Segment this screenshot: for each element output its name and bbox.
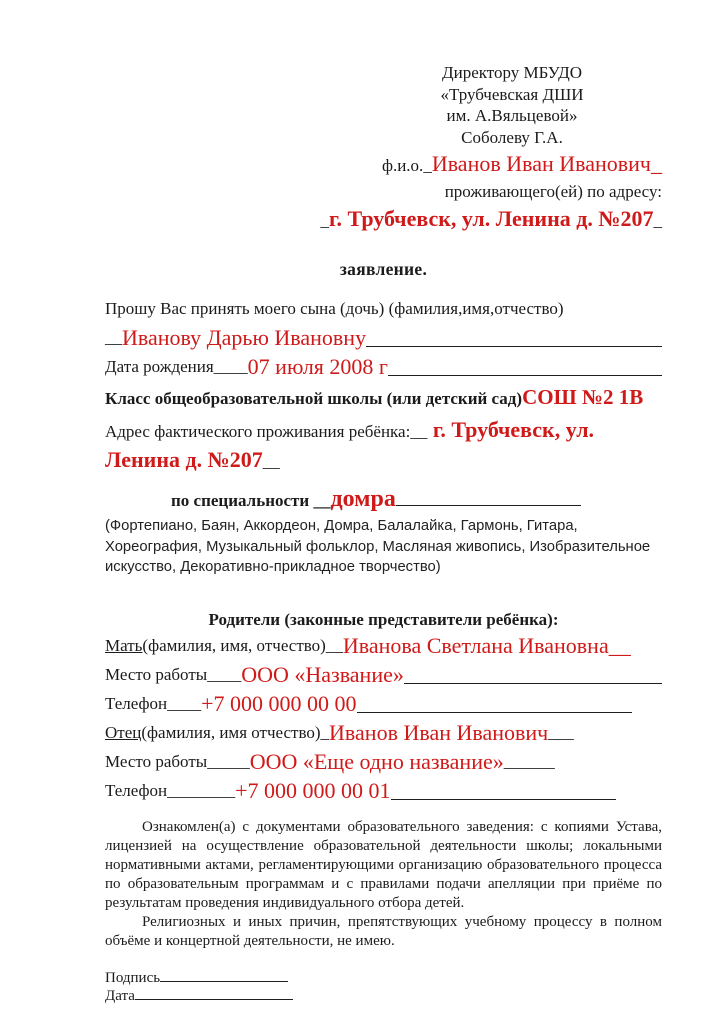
mother-name-field <box>105 633 662 659</box>
mother-phone-field <box>105 691 662 717</box>
father-phone-label: Телефон <box>105 780 168 800</box>
father-phone-blank-prefix: ________ <box>167 780 236 800</box>
school-class-field <box>105 383 662 413</box>
applicant-address-label: проживающего(ей) по адресу: <box>444 182 662 201</box>
mother-phone-rule <box>357 712 632 713</box>
applicant-address-value: г. Трубчевск, ул. Ленина д. №207 <box>329 206 654 231</box>
acknowledgement-paragraph <box>105 818 662 913</box>
father-workplace-value: ООО «Еще одно название» <box>249 748 504 774</box>
specialty-rule <box>396 501 581 506</box>
recipient-line: «Трубчевская ДШИ <box>440 84 584 104</box>
specialty-field <box>171 486 662 514</box>
mother-phone-blank-prefix: ____ <box>167 693 202 713</box>
residence-blank-prefix: __ <box>410 422 428 441</box>
recipient-block <box>362 62 662 148</box>
mother-sublabel: (фамилия, имя, отчество) <box>142 635 326 655</box>
mother-phone-label: Телефон <box>105 693 168 713</box>
fio-label: ф.и.о. <box>381 156 424 175</box>
request-intro: Прошу Вас принять моего сына (дочь) (фамилия,имя,отчество) <box>105 299 564 318</box>
mother-workplace-field <box>105 662 662 688</box>
father-blank-prefix: _ <box>320 722 330 742</box>
signature-block <box>105 969 662 1005</box>
child-name-rule <box>366 346 662 347</box>
address-blank-prefix: _ <box>320 211 329 230</box>
signature-rule <box>160 970 288 982</box>
mother-workplace-rule <box>404 683 662 684</box>
acknowledgement-text: Ознакомлен(а) с документами образовательного заведения: с копиями Устава, лицензией на осуществление образовательной деятельности школы; локальными нормативными актами, регламентирующими организацию образовательного процесса по образовательным программам и с правилами подачи апелляции при приёме по результатам проведения индивидуального отбора детей. <box>105 818 662 911</box>
recipient-line: Соболеву Г.А. <box>461 127 563 147</box>
recipient-line: им. А.Вяльцевой» <box>446 106 578 125</box>
applicant-name-field <box>105 151 662 179</box>
mother-phone-value: +7 000 000 00 00 <box>201 690 357 716</box>
date-rule <box>135 988 293 1000</box>
father-workplace-label: Место работы <box>105 751 208 771</box>
residence-field <box>105 416 662 476</box>
mother-label: Мать <box>105 635 143 655</box>
birth-date-blank-prefix: ____ <box>213 357 248 376</box>
father-name-field <box>105 720 662 746</box>
father-workplace-blank-prefix: _____ <box>207 751 250 771</box>
school-class-label: Класс общеобразовательной школы (или детский сад) <box>105 389 523 408</box>
date-label: Дата <box>105 987 135 1004</box>
birth-date-label: Дата рождения <box>105 357 214 376</box>
address-blank-suffix: _ <box>653 211 662 230</box>
father-label: Отец <box>105 722 142 742</box>
mother-workplace-blank-prefix: ____ <box>207 664 242 684</box>
birth-date-field <box>105 354 662 380</box>
birth-date-value: 07 июля 2008 г <box>247 354 388 379</box>
specialty-value: домра <box>330 486 396 512</box>
child-name-field <box>105 325 662 351</box>
mother-workplace-label: Место работы <box>105 664 208 684</box>
father-phone-value: +7 000 000 00 01 <box>235 777 391 803</box>
father-blank-suffix: ___ <box>548 722 574 742</box>
father-workplace-blank-suffix: ______ <box>503 751 555 771</box>
father-workplace-field <box>105 749 662 775</box>
applicant-name-value: Иванов Иван Иванович <box>431 151 651 176</box>
child-name-value: Иванову Дарью Ивановну <box>122 325 367 350</box>
father-sublabel: (фамилия, имя отчество) <box>141 722 321 742</box>
father-phone-rule <box>391 799 616 800</box>
father-name-value: Иванов Иван Иванович <box>329 719 549 745</box>
fio-blank-prefix: _ <box>423 156 432 175</box>
birth-date-rule <box>388 375 662 376</box>
applicant-address-field <box>105 205 662 235</box>
document-title: заявление. <box>339 259 428 279</box>
residence-value: г. Трубчевск, ул. Ленина д. №207 <box>105 417 595 472</box>
no-objection-text: Религиозных и иных причин, препятствующих учебному процессу в полном объёме и концертной деятельности, не имею. <box>105 913 662 949</box>
father-phone-field <box>105 778 662 804</box>
residence-label: Адрес фактического проживания ребёнка: <box>105 422 411 441</box>
signature-line <box>105 969 662 987</box>
mother-blank-prefix: __ <box>325 635 343 655</box>
date-line <box>105 987 662 1005</box>
child-name-blank-prefix: __ <box>105 328 122 347</box>
parents-heading: Родители (законные представители ребёнка): <box>208 609 559 629</box>
mother-blank-suffix: __ <box>608 632 631 658</box>
no-objection-paragraph <box>105 913 662 951</box>
signature-label: Подпись <box>105 969 161 986</box>
specialty-label: по специальности <box>171 491 314 510</box>
school-class-value: СОШ №2 1В <box>522 385 644 409</box>
mother-name-value: Иванова Светлана Ивановна <box>342 632 609 658</box>
specialty-blank-prefix: __ <box>313 491 331 510</box>
mother-workplace-value: ООО «Название» <box>241 661 404 687</box>
residence-blank-suffix: __ <box>262 452 280 471</box>
specialty-options: (Фортепиано, Баян, Аккордеон, Домра, Балалайка, Гармонь, Гитара, Хореография, Музыкальный фольклор, Масляная живопись, Изобразительное искусство, Декоративно-прикладное творчество) <box>105 518 651 575</box>
recipient-line: Директору МБУДО <box>442 63 582 82</box>
fio-blank-suffix: _ <box>651 151 662 176</box>
